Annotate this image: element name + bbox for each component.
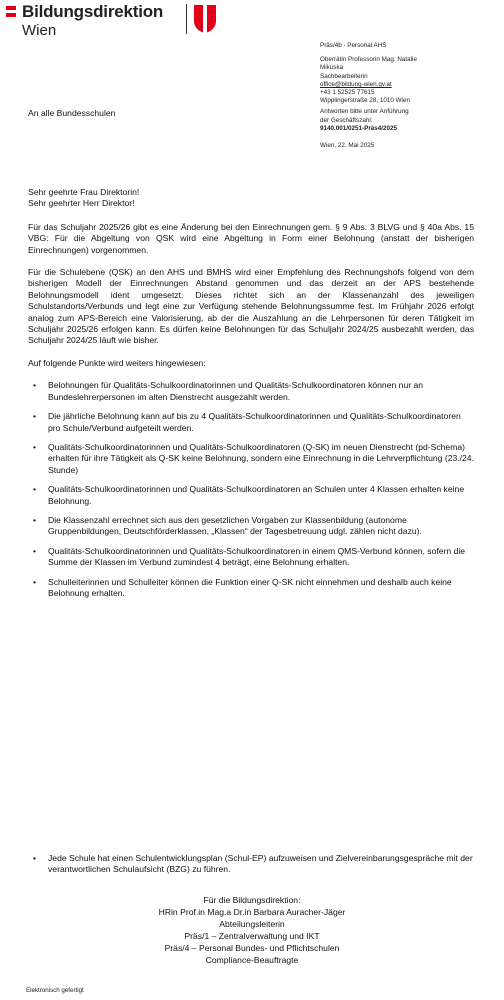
footer-note: Elektronisch gefertigt: [26, 987, 84, 994]
list-item: • Qualitäts-Schulkoordinatorinnen und Qualitäts-Schulkoordinatoren an Schulen unter 4 Klassen erhalten keine Belohnung.: [33, 484, 465, 506]
sender-name-cont: Mikuska: [320, 64, 344, 72]
list-item: • Qualitäts-Schulkoordinatorinnen und Qualitäts-Schulkoordinatoren (Q-SK) im neuen Dienstrecht (pd-Schema) erhalten für ihre Tätigkeit als Q-SK keine Belohnung, sondern eine Einrechnung in die Lehrverpflichtung (23./24. Stunde): [33, 441, 474, 475]
list-item-text: Die jährliche Belohnung kann auf bis zu 4 Qualitäts-Schulkoordinatorinnen und Qualitäts-Schulkoordinatoren pro Schule/Verbund aufgeteilt werden.: [48, 411, 461, 433]
letter-body: [28, 187, 474, 607]
sender-phone: +43 1 52525 77615: [320, 89, 375, 97]
logo-name: Bildungsdirektion: [22, 2, 164, 21]
sender-email-link[interactable]: office@bildung-wien.gv.at: [320, 80, 392, 88]
salutation: [28, 187, 474, 210]
logo-divider: [186, 4, 187, 34]
signatory-department: Präs/1 – Zentralverwaltung und IKT: [184, 931, 320, 941]
austria-flag-icon: [6, 6, 16, 20]
salutation-line: Sehr geehrter Herr Direktor!: [28, 198, 135, 209]
sender-name: Oberrätin Professorin Mag. Natalie: [320, 56, 417, 64]
reference-number: 9140.001/0251-Präs4/2025: [320, 124, 398, 132]
vienna-shield-icon: [193, 4, 217, 34]
reference-label-cont: der Geschäftszahl:: [320, 116, 373, 124]
list-item: • Belohnungen für Qualitäts-Schulkoordinatorinnen und Qualitäts-Schulkoordinatoren können nur an Bundeslehrerpersonen im alten Dienstrecht ausgezahlt werden.: [33, 380, 424, 402]
bullet-list: [28, 380, 474, 599]
signatory-name: HRin Prof.in Mag.a Dr.in Barbara Auracher-Jäger: [158, 907, 346, 917]
list-item-text: Schulleiterinnen und Schulleiter können die Funktion einer Q-SK nicht einnehmen und deshalb auch keine Belohnung erhalten.: [48, 576, 452, 598]
signature-block: [0, 894, 504, 966]
paragraph: Für das Schuljahr 2025/26 gibt es eine Änderung bei den Einrechnungen gem. § 9 Abs. 3 BLVG und § 40a Abs. 15 VBG: Für die Abgeltung von QSK wird eine Abgeltung in Form einer Belohnung (anstatt der bisherigen Einrechnungen) vorgenommen.: [28, 221, 474, 255]
list-item-text: Qualitäts-Schulkoordinatorinnen und Qualitäts-Schulkoordinatoren (Q-SK) im neuen Dienstrecht (pd-Schema) erhalten für ihre Tätigkeit als Q-SK keine Belohnung, sondern eine Einrechnung in die Lehrverpflichtung (23./24. Stunde): [48, 441, 474, 475]
list-item-text: Jede Schule hat einen Schulentwicklungsplan (Schul-EP) aufzuweisen und Zielvereinbarungsgespräche mit der verantwortlichen Schulaufsicht (BZG) zu führen.: [48, 853, 473, 875]
list-item: • Qualitäts-Schulkoordinatorinnen und Qualitäts-Schulkoordinatoren in einem QMS-Verbund können, sofern die Summe der Klassen im Verbund zumindest 4 beträgt, eine Belohnung erhalten.: [33, 545, 466, 568]
sender-address: Wipplingerstraße 28, 1010 Wien: [320, 97, 410, 105]
list-item-text: Qualitäts-Schulkoordinatorinnen und Qualitäts-Schulkoordinatoren an Schulen unter 4 Klassen erhalten keine Belohnung.: [48, 484, 465, 506]
sender-department: Präs/4b - Personal AHS: [320, 42, 387, 49]
paragraph: Auf folgende Punkte wird weiters hingewiesen:: [28, 357, 206, 368]
signatory-department: Präs/4 – Personal Bundes- und Pflichtschulen: [164, 943, 340, 953]
sender-block: [320, 42, 500, 150]
reference-label: Antworten bitte unter Anführung: [320, 108, 409, 116]
sender-role: Sachbearbeiterin: [320, 72, 368, 80]
signature-line: Für die Bildungsdirektion:: [203, 895, 301, 905]
letter-date: Wien, 22. Mai 2025: [320, 142, 375, 150]
recipient: An alle Bundesschulen: [28, 108, 116, 118]
list-item-text: Qualitäts-Schulkoordinatorinnen und Qualitäts-Schulkoordinatoren in einem QMS-Verbund können, sofern die Summe der Klassen im Verbund zumindest 4 beträgt, eine Belohnung erhalten.: [48, 545, 466, 568]
paragraph: Für die Schulebene (QSK) an den AHS und BMHS wird einer Empfehlung des Rechnungshofs folgend von dem bisherigen Modell der Einrechnungen Abstand genommen und das derzeit an der APS bestehende Belohnungsmodell ident umgesetzt. Dieses richtet sich an der Klassenanzahl des jeweiligen Schulstandorts/Verbunds und legt eine zur Verfügung stehende Belohnungssumme fest. Im Frühjahr 2026 erfolgt analog zum APS-Bereich eine Valorisierung, ab der die Auszahlung an die Lehrpersonen für deren Tätigkeit im Schuljahr 2025/26 erfolgen kann. Es dürfen keine Belohnungen für das Schuljahr 2024/25 ausbezahlt werden, das Schuljahr 2024/25 läuft wie bisher.: [28, 267, 474, 346]
list-item-text: Die Klassenzahl errechnet sich aus den gesetzlichen Vorgaben zur Klassenbildung (autonome Gruppenbildungen, Deutschförderklassen, „Klassen“ der Tagesbetreuung udgl. zählen nicht dazu).: [48, 514, 422, 537]
list-item: • Schulleiterinnen und Schulleiter können die Funktion einer Q-SK nicht einnehmen und deshalb auch keine Belohnung erhalten.: [33, 576, 452, 598]
list-item: • Die jährliche Belohnung kann auf bis zu 4 Qualitäts-Schulkoordinatorinnen und Qualitäts-Schulkoordinatoren pro Schule/Verbund aufgeteilt werden.: [33, 411, 461, 433]
list-item-text: Belohnungen für Qualitäts-Schulkoordinatorinnen und Qualitäts-Schulkoordinatoren können nur an Bundeslehrerpersonen im alten Dienstrecht ausgezahlt werden.: [48, 380, 424, 402]
signatory-role: Compliance-Beauftragte: [205, 955, 299, 965]
list-item: • Die Klassenzahl errechnet sich aus den gesetzlichen Vorgaben zur Klassenbildung (autonome Gruppenbildungen, Deutschförderklassen, „Klassen“ der Tagesbetreuung udgl. zählen nicht dazu).: [33, 514, 422, 537]
signatory-title: Abteilungsleiterin: [219, 919, 285, 929]
salutation-line: Sehr geehrte Frau Direktorin!: [28, 187, 140, 197]
extra-list-item: • Jede Schule hat einen Schulentwicklungsplan (Schul-EP) aufzuweisen und Zielvereinbarungsgespräche mit der verantwortlichen Schulaufsicht (BZG) zu führen.: [28, 853, 474, 876]
logo-city: Wien: [22, 22, 57, 39]
